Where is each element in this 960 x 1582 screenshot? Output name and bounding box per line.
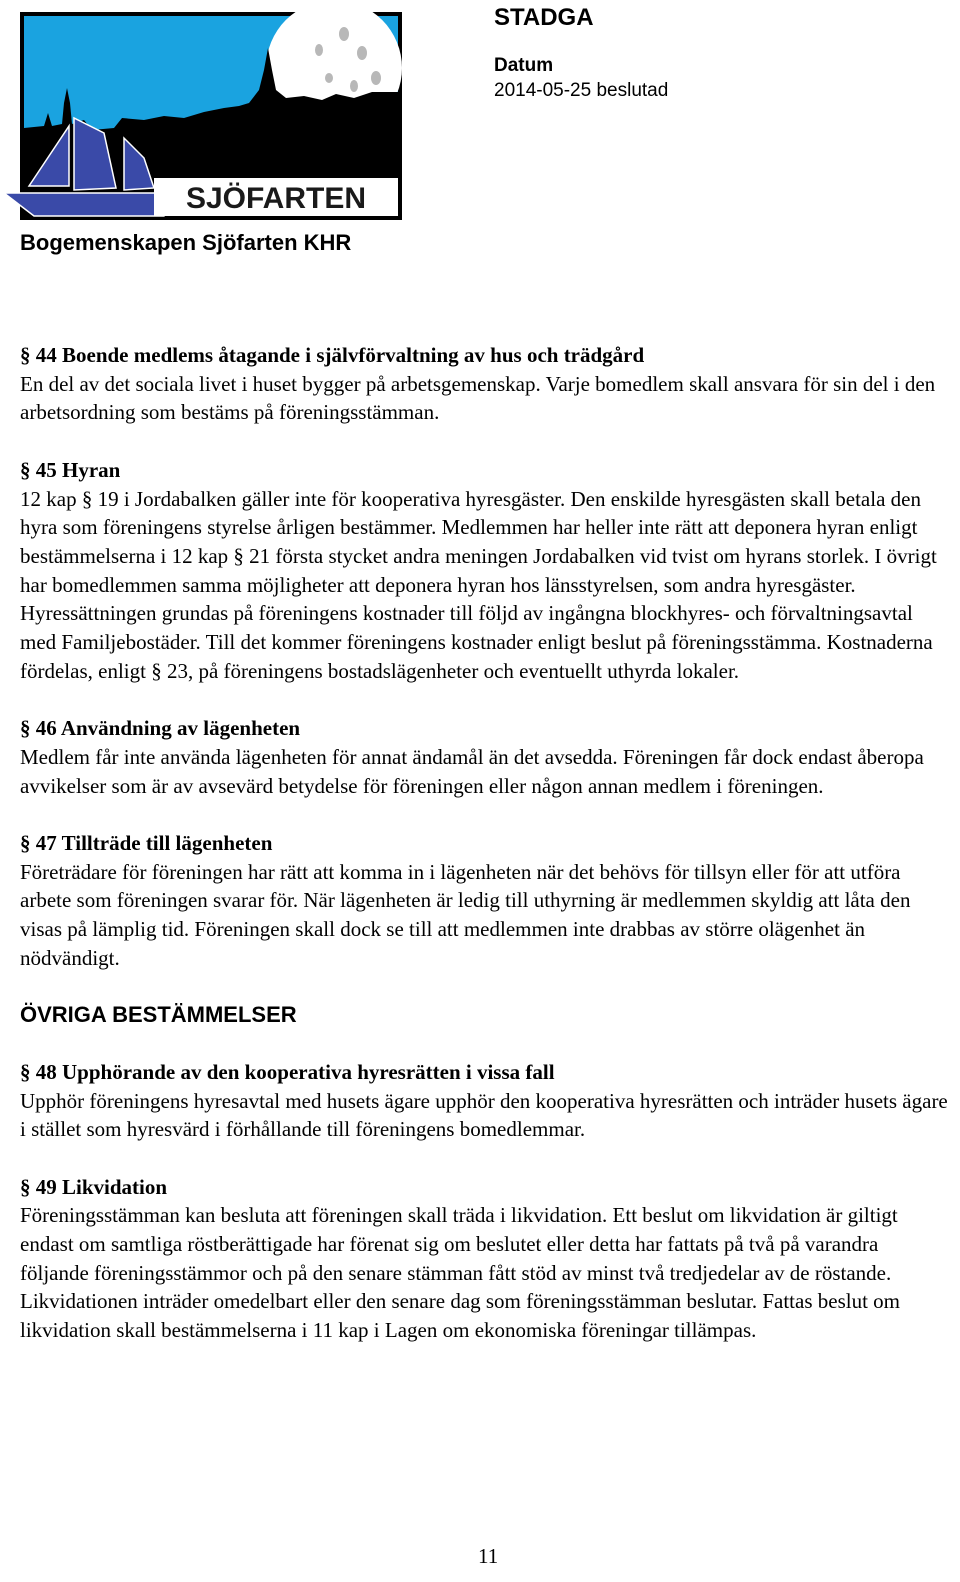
section-46 <box>20 714 952 800</box>
section-48 <box>20 1058 952 1144</box>
section-title: § 44 Boende medlems åtagande i självförvaltning av hus och trädgård <box>20 343 645 367</box>
section-paragraph: Föreningsstämman kan besluta att föreningen skall träda i likvidation. Ett beslut om likvidation är giltigt endast om samtliga röstberättigade har förenat sig om beslutet eller detta har fattats på två på varandra följande föreningsstämmor och på den senare stämman fått stöd av minst två tredjedelar av de röstande. Likvidationen inträder omedelbart eller den senare dag som föreningsstämman beslutar. Fattas beslut om likvidation skall bestämmelserna i 11 kap i Lagen om ekonomiska föreningar tillämpas. <box>20 1203 901 1343</box>
section-paragraph: Hyressättningen grundas på föreningens kostnader till följd av ingångna blockhyres- och förvaltningsavtal med Familjebostäder. Till det kommer föreningens kostnader enligt beslut på föreningsstämma. Kostnaderna fördelas, enligt § 23, på föreningens bostadslägenheter och eventuellt uthyrda lokaler. <box>20 601 933 683</box>
section-paragraph: En del av det sociala livet i huset bygger på arbetsgemenskap. Varje bomedlem skall ansvara för sin del i den arbetsordning som bestäms på föreningsstämman. <box>20 371 936 425</box>
section-45 <box>20 456 952 686</box>
date-value: 2014-05-25 beslutad <box>494 80 669 101</box>
section-paragraph: Företrädare för föreningen har rätt att komma in i lägenheten när det behövs för tillsyn eller för att utföra arbete som föreningen svarar för. När lägenheten är ledig till uthyrning är medlemmen skyldig att låta den visas på lämplig tid. Föreningen skall dock se till att medlemmen inte drabbas av större olägenhet än nödvändigt. <box>20 859 911 970</box>
date-label: Datum <box>494 55 554 76</box>
section-title: § 48 Upphörande av den kooperativa hyresrätten i vissa fall <box>20 1059 555 1084</box>
logo-text: SJÖFARTEN <box>185 182 367 215</box>
section-44 <box>20 341 952 427</box>
section-title: § 49 Likvidation <box>20 1174 168 1199</box>
other-provisions-heading: ÖVRIGA BESTÄMMELSER <box>20 1002 297 1028</box>
section-paragraph: Medlem får inte använda lägenheten för annat ändamål än det avsedda. Föreningen får dock endast åberopa avvikelser som är av avsevärd betydelse för föreningen eller någon annan medlem i föreningen. <box>20 744 924 798</box>
page-number: 11 <box>478 1544 499 1568</box>
section-title: § 46 Användning av lägenheten <box>20 716 301 741</box>
organization-name: Bogemenskapen Sjöfarten KHR <box>20 230 352 255</box>
section-paragraph: 12 kap § 19 i Jordabalken gäller inte för kooperativa hyresgäster. Den enskilde hyresgästen skall betala den hyra som föreningens styrelse årligen bestämmer. Medlemmen har heller inte rätt att deponera hyran enligt bestämmelserna i 12 kap § 21 första stycket andra meningen Jordabalken vid tvist om hyrans storlek. I övrigt har bomedlemmen samma möjligheter att deponera hyran hos länsstyrelsen, som andra hyresgäster. <box>20 486 937 597</box>
organization-logo <box>4 8 404 222</box>
section-49 <box>20 1173 952 1345</box>
document-body <box>20 341 952 1374</box>
document-type: STADGA <box>494 4 594 31</box>
section-paragraph: Upphör föreningens hyresavtal med husets ägare upphör den kooperativa hyresrätten och inträder husets ägare i stället som hyresvärd i förhållande till föreningens bomedlemmar. <box>20 1088 948 1142</box>
section-47 <box>20 829 952 973</box>
section-title: § 47 Tillträde till lägenheten <box>20 830 273 855</box>
section-title: § 45 Hyran <box>20 457 121 482</box>
